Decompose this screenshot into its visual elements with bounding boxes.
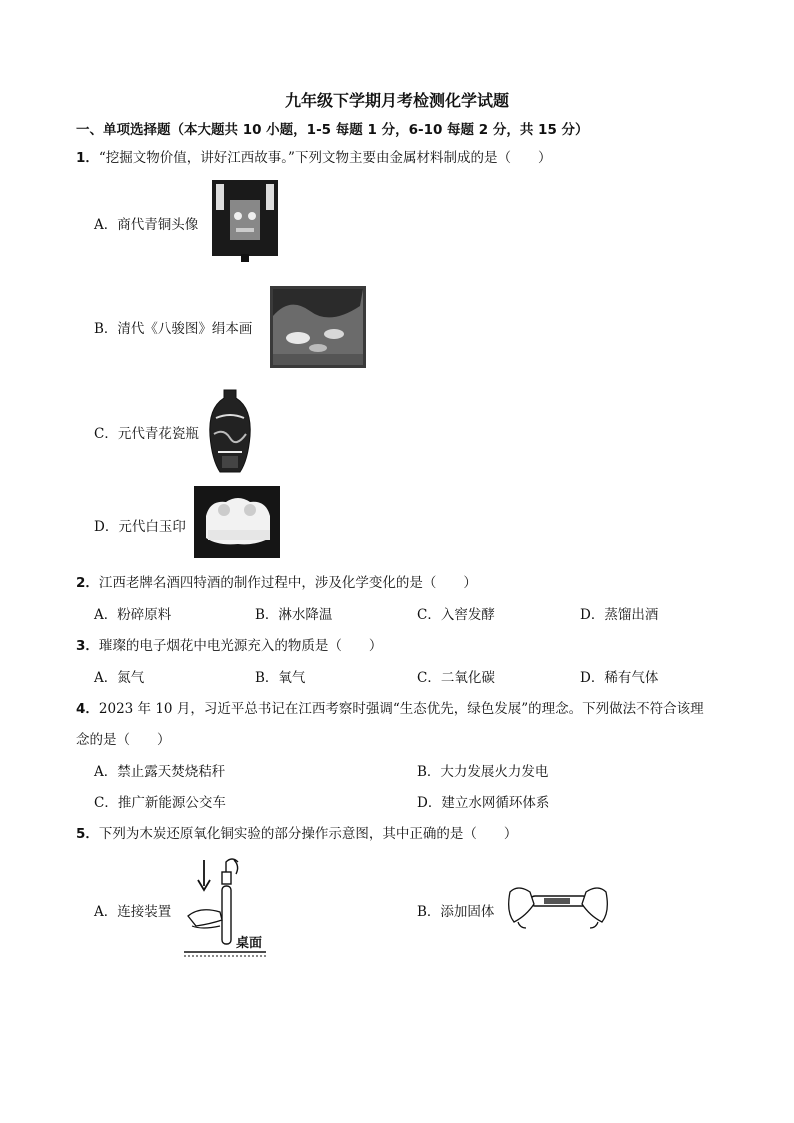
desk-surface-label: 桌面 bbox=[236, 936, 263, 951]
eight-horses-painting-image bbox=[270, 286, 366, 368]
option-4a: A．禁止露天焚烧秸秆 bbox=[94, 764, 226, 780]
question-3 bbox=[76, 634, 382, 654]
option-4d: D．建立水网循环体系 bbox=[417, 795, 550, 811]
option-1d: D．元代白玉印 bbox=[94, 519, 186, 535]
question-text: 下列为木炭还原氧化铜实验的部分操作示意图，其中正确的是（ ） bbox=[98, 826, 518, 842]
question-2 bbox=[76, 571, 477, 591]
option-1a: A．商代青铜头像 bbox=[94, 217, 199, 233]
option-1c: C．元代青花瓷瓶 bbox=[94, 426, 199, 442]
add-solid-figure bbox=[504, 882, 612, 930]
question-text: 2023 年 10 月，习近平总书记在江西考察时强调“生态优先，绿色发展”的理念。下列做法不符合该理 bbox=[98, 701, 704, 717]
option-5a: A．连接装置 bbox=[94, 904, 172, 920]
question-number: 4． bbox=[76, 701, 99, 717]
question-text: 江西老牌名酒四特酒的制作过程中，涉及化学变化的是（ ） bbox=[98, 575, 477, 591]
option-2b: B．淋水降温 bbox=[255, 607, 333, 623]
question-number: 3． bbox=[76, 638, 99, 654]
option-4b: B．大力发展火力发电 bbox=[417, 764, 549, 780]
option-3c: C．二氧化碳 bbox=[417, 670, 495, 686]
option-2c: C．入窖发酵 bbox=[417, 607, 495, 623]
question-text: “挖掘文物价值，讲好江西故事。”下列文物主要由金属材料制成的是（ ） bbox=[98, 150, 552, 166]
bronze-head-image bbox=[212, 180, 278, 262]
question-4-continued: 念的是（ ） bbox=[76, 732, 171, 748]
question-1 bbox=[76, 146, 551, 166]
question-number: 1． bbox=[76, 150, 99, 166]
white-jade-seal-image bbox=[194, 486, 280, 558]
question-5 bbox=[76, 822, 517, 842]
section-heading: 一、单项选择题（本大题共 10 小题，1-5 每题 1 分，6-10 每题 2 分，共 15 分） bbox=[76, 122, 589, 138]
option-2d: D．蒸馏出酒 bbox=[580, 607, 659, 623]
question-text: 璀璨的电子烟花中电光源充入的物质是（ ） bbox=[98, 638, 383, 654]
option-5b: B．添加固体 bbox=[417, 904, 495, 920]
question-number: 2． bbox=[76, 575, 99, 591]
option-3b: B．氧气 bbox=[255, 670, 306, 686]
option-1b: B．清代《八骏图》绢本画 bbox=[94, 321, 253, 337]
option-3a: A．氮气 bbox=[94, 670, 145, 686]
option-2a: A．粉碎原料 bbox=[94, 607, 172, 623]
page-title: 九年级下学期月考检测化学试题 bbox=[284, 91, 509, 110]
question-number: 5． bbox=[76, 826, 99, 842]
question-4 bbox=[76, 697, 704, 717]
blue-white-vase-image bbox=[206, 388, 254, 474]
option-4c: C．推广新能源公交车 bbox=[94, 795, 226, 811]
option-3d: D．稀有气体 bbox=[580, 670, 659, 686]
